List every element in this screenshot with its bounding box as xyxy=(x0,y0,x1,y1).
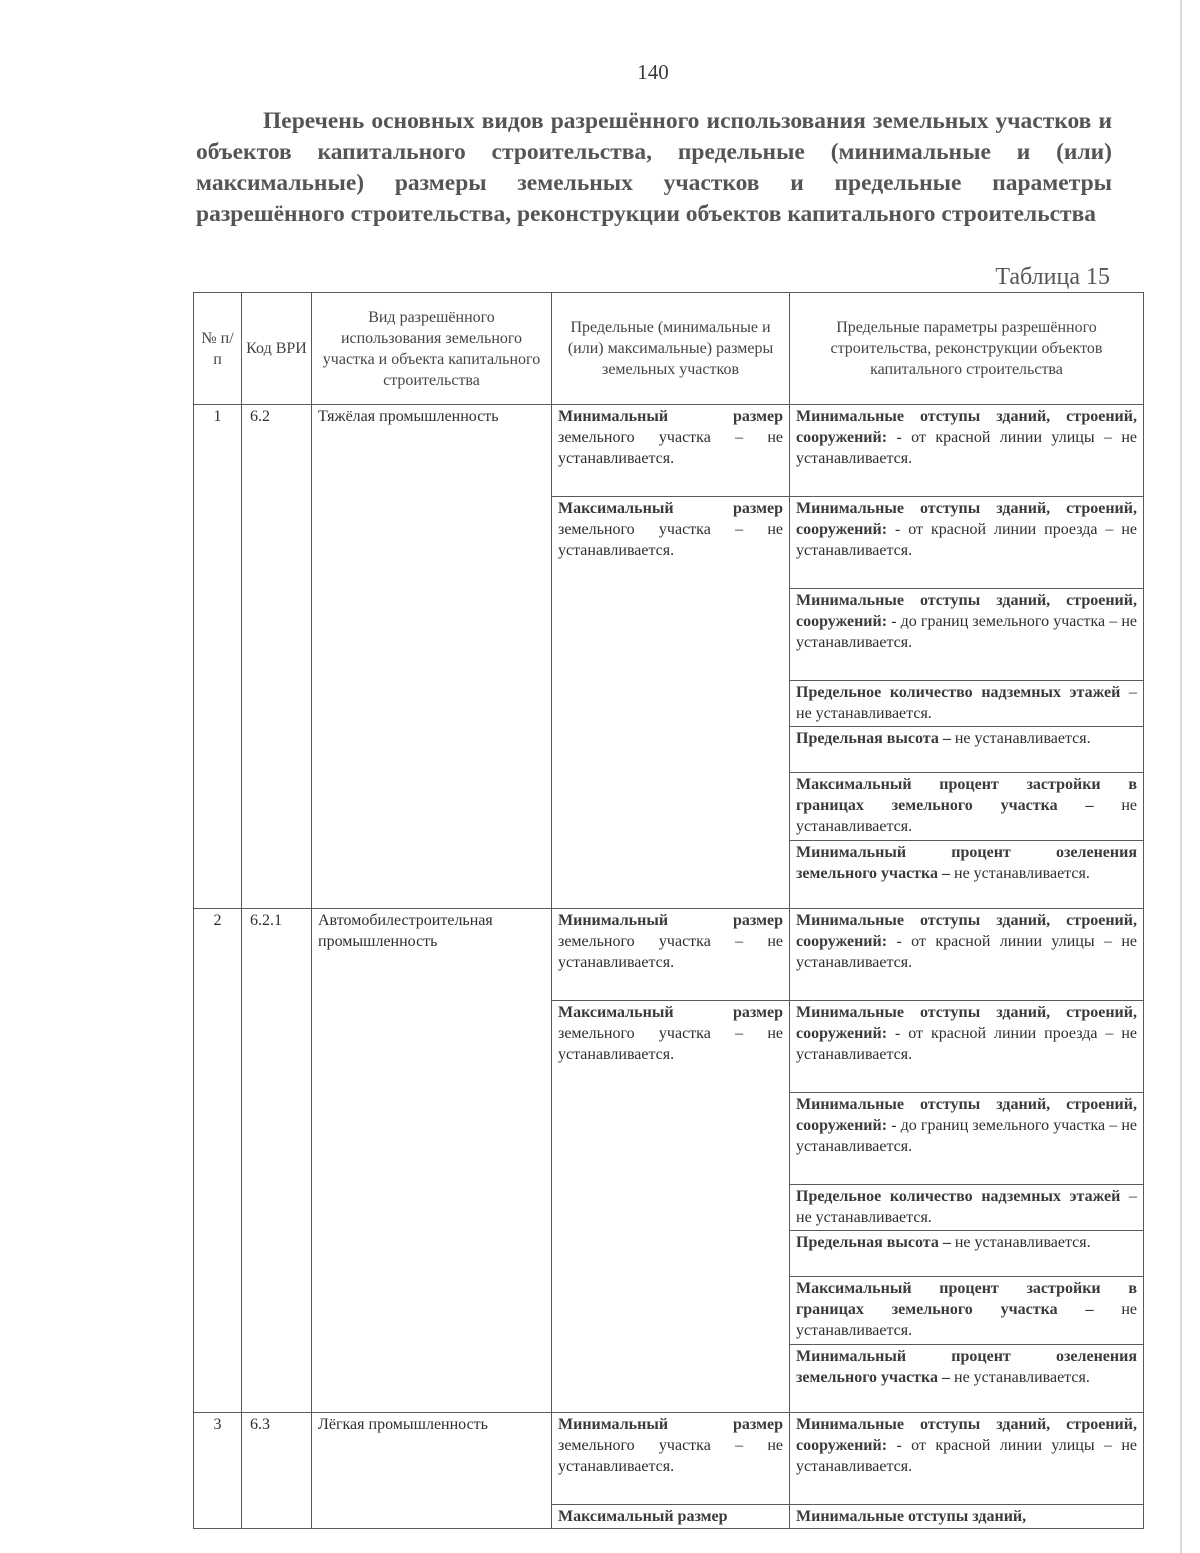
param-cell xyxy=(790,727,1144,773)
param-title: Предельная высота – xyxy=(796,1234,951,1251)
scan-edge-line xyxy=(1180,0,1182,1553)
size-min-cell xyxy=(552,909,790,1001)
size-min-title: Минимальный размер xyxy=(558,912,783,929)
size-min-cell xyxy=(552,405,790,497)
size-min-text: земельного участка – не устанавливается. xyxy=(558,429,783,467)
size-max-title: Максимальный размер xyxy=(558,500,783,517)
param-text: – не устанавливается. xyxy=(796,684,1137,722)
param-cell xyxy=(790,1345,1144,1413)
param-title: Минимальные отступы зданий, xyxy=(796,1508,1027,1525)
header-code: Код ВРИ xyxy=(242,293,312,405)
table-row xyxy=(194,909,1144,1001)
param-cell xyxy=(790,1185,1144,1231)
param-text: - от красной линии проезда – не устанавливается. xyxy=(796,521,1138,559)
param-text: не устанавливается. xyxy=(954,1234,1091,1251)
param-text: не устанавливается. xyxy=(954,730,1091,747)
param-text: - до границ земельного участка – не устанавливается. xyxy=(796,1117,1138,1155)
table-row xyxy=(194,405,1144,497)
param-text: не устанавливается. xyxy=(954,865,1090,882)
param-text: - от красной линии улицы – не устанавливается. xyxy=(796,429,1138,467)
param-title: Минимальные отступы зданий, строений, сооружений: xyxy=(796,592,1137,630)
param-title: Минимальные отступы зданий, строений, сооружений: xyxy=(796,912,1137,950)
param-text: не устанавливается. xyxy=(796,797,1137,835)
size-min-cell xyxy=(552,1413,790,1505)
param-title: Предельная высота – xyxy=(796,730,951,747)
header-sizes: Предельные (минимальные и (или) максимальные) размеры земельных участков xyxy=(552,293,790,405)
param-cell xyxy=(790,497,1144,589)
param-cell xyxy=(790,1231,1144,1277)
row-code: 6.2 xyxy=(242,405,312,909)
row-kind: Автомобилестроительная промышленность xyxy=(312,909,552,1413)
param-title: Предельное количество надземных этажей xyxy=(796,1188,1121,1205)
page-number: 140 xyxy=(637,60,669,84)
table-header-row xyxy=(194,293,1144,405)
param-title: Минимальный процент озеленения земельного участка – xyxy=(796,1348,1137,1386)
param-text: - от красной линии улицы – не устанавливается. xyxy=(796,1437,1138,1475)
param-cell xyxy=(790,1001,1144,1093)
param-cell xyxy=(790,405,1144,497)
size-max-cell xyxy=(552,1505,790,1529)
param-text: - до границ земельного участка – не устанавливается. xyxy=(796,613,1138,651)
param-text: – не устанавливается. xyxy=(796,1188,1137,1226)
size-max-title: Максимальный размер xyxy=(558,1508,728,1525)
size-min-title: Минимальный размер xyxy=(558,1416,783,1433)
param-cell xyxy=(790,909,1144,1001)
row-kind: Тяжёлая промышленность xyxy=(312,405,552,909)
header-kind: Вид разрешённого использования земельного участка и объекта капитального строительства xyxy=(312,293,552,405)
param-text: не устанавливается. xyxy=(954,1369,1090,1386)
table-caption: Таблица 15 xyxy=(995,264,1110,290)
param-title: Минимальные отступы зданий, строений, сооружений: xyxy=(796,1096,1137,1134)
param-title: Минимальные отступы зданий, строений, сооружений: xyxy=(796,500,1137,538)
param-text: - от красной линии проезда – не устанавливается. xyxy=(796,1025,1138,1063)
param-cell xyxy=(790,1277,1144,1345)
param-cell xyxy=(790,841,1144,909)
param-title: Минимальные отступы зданий, строений, сооружений: xyxy=(796,1416,1137,1454)
param-cell xyxy=(790,1413,1144,1505)
param-cell xyxy=(790,1093,1144,1185)
size-max-cell xyxy=(552,1001,790,1413)
row-kind: Лёгкая промышленность xyxy=(312,1413,552,1529)
param-title: Максимальный процент застройки в границах земельного участка – xyxy=(796,1280,1137,1318)
header-num: № п/п xyxy=(194,293,242,405)
size-max-text: земельного участка – не устанавливается. xyxy=(558,1025,783,1063)
header-params: Предельные параметры разрешённого строительства, реконструкции объектов капитального строительства xyxy=(790,293,1144,405)
document-title: Перечень основных видов разрешённого использования земельных участков и объектов капитального строительства, предельные (минимальные и (или) максимальные) размеры земельных участков и предельные параметры разрешённого строительства, реконструкции объектов капитального строительства xyxy=(196,108,1112,227)
param-text: не устанавливается. xyxy=(796,1301,1137,1339)
size-min-title: Минимальный размер xyxy=(558,408,783,425)
zoning-table xyxy=(193,292,1144,1529)
param-title: Минимальные отступы зданий, строений, сооружений: xyxy=(796,408,1137,446)
row-number: 1 xyxy=(194,405,242,909)
param-cell xyxy=(790,1505,1144,1529)
param-cell xyxy=(790,681,1144,727)
param-title: Максимальный процент застройки в границах земельного участка – xyxy=(796,776,1137,814)
size-min-text: земельного участка – не устанавливается. xyxy=(558,1437,783,1475)
row-code: 6.2.1 xyxy=(242,909,312,1413)
size-max-title: Максимальный размер xyxy=(558,1004,783,1021)
size-min-text: земельного участка – не устанавливается. xyxy=(558,933,783,971)
size-max-cell xyxy=(552,497,790,909)
table-row xyxy=(194,1413,1144,1505)
param-cell xyxy=(790,773,1144,841)
row-code: 6.3 xyxy=(242,1413,312,1529)
row-number: 2 xyxy=(194,909,242,1413)
param-title: Минимальный процент озеленения земельного участка – xyxy=(796,844,1137,882)
row-number: 3 xyxy=(194,1413,242,1529)
size-max-text: земельного участка – не устанавливается. xyxy=(558,521,783,559)
param-title: Минимальные отступы зданий, строений, сооружений: xyxy=(796,1004,1137,1042)
param-text: - от красной линии улицы – не устанавливается. xyxy=(796,933,1138,971)
param-cell xyxy=(790,589,1144,681)
param-title: Предельное количество надземных этажей xyxy=(796,684,1121,701)
